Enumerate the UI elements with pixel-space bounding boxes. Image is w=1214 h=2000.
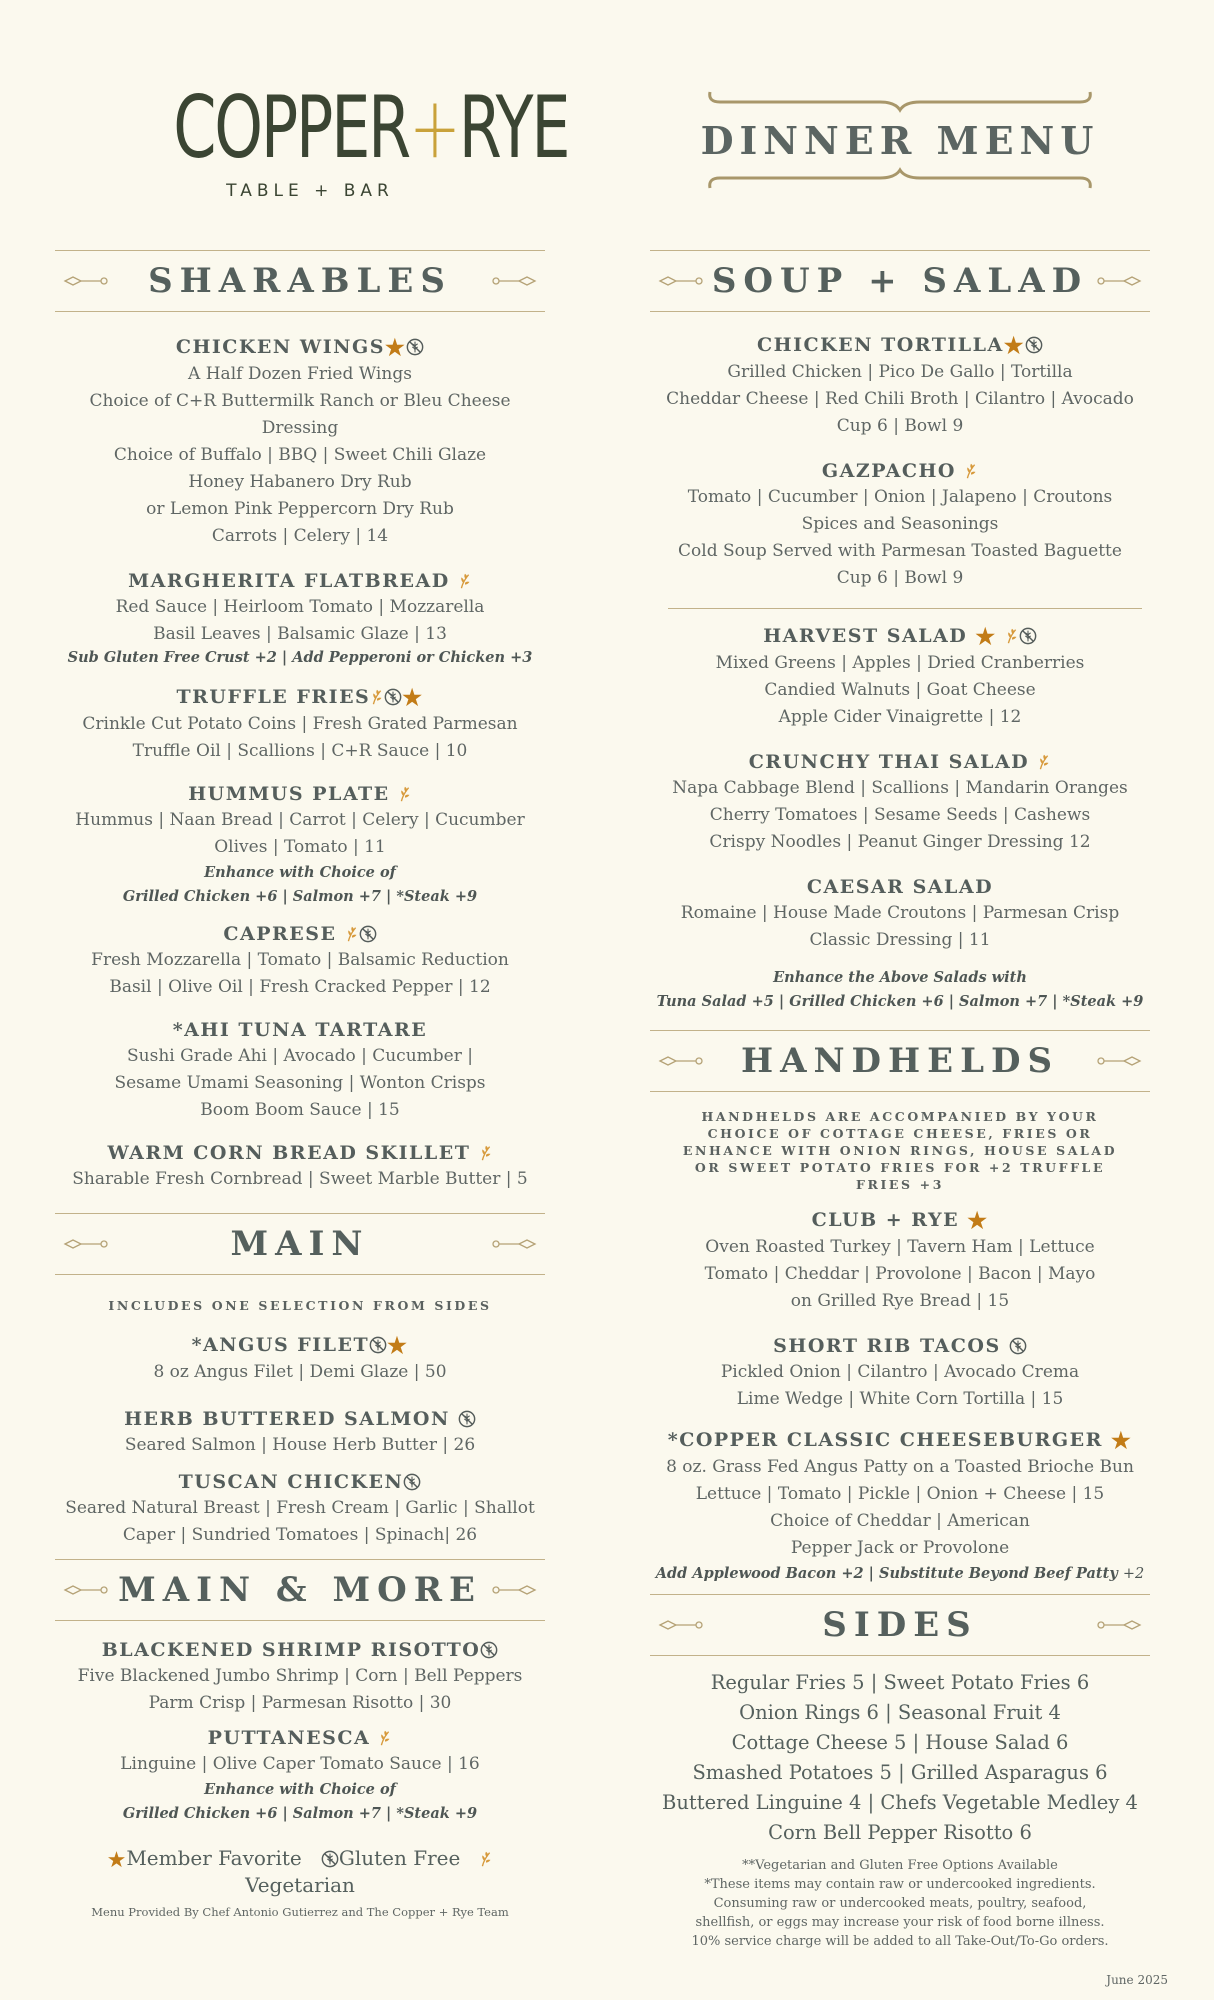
item-description: Basil Leaves | Balsamic Glaze | 13	[153, 624, 447, 644]
fine-print	[650, 1856, 1150, 1951]
gluten-free-icon	[406, 338, 424, 356]
item-note: Tuna Salad +5 | Grilled Chicken +6 | Salmon +7 | *Steak +9	[656, 993, 1144, 1010]
item-description: Candied Walnuts | Goat Cheese	[764, 680, 1036, 700]
menu-date: June 2025	[1106, 1973, 1168, 1987]
gluten-free-icon	[1009, 1337, 1027, 1355]
menu-item	[55, 1637, 545, 1717]
item-description: Parm Crisp | Parmesan Risotto | 30	[148, 1693, 452, 1713]
vegetarian-icon	[1037, 753, 1051, 771]
section-header-handhelds	[650, 1030, 1150, 1092]
section-header-soup-salad	[650, 250, 1150, 312]
vegetarian-icon	[479, 1850, 493, 1868]
menu-item	[650, 458, 1150, 592]
item-description: Cheddar Cheese | Red Chili Broth | Cilantro | Avocado	[666, 389, 1134, 409]
menu-item	[55, 1140, 545, 1193]
ornament-left-icon	[658, 1618, 704, 1632]
fine-print-line: **Vegetarian and Gluten Free Options Available	[742, 1858, 1058, 1873]
section-subtitle: INCLUDES ONE SELECTION FROM SIDES	[108, 1298, 492, 1313]
legend-member-label: Member Favorite	[126, 1846, 302, 1870]
item-description: Spices and Seasonings	[801, 514, 999, 534]
ornament-right-icon	[491, 274, 537, 288]
item-description: Napa Cabbage Blend | Scallions | Mandarin Oranges	[672, 778, 1128, 798]
ornament-right-icon	[1096, 1618, 1142, 1632]
section-subtitle: HANDHELDS ARE ACCOMPANIED BY YOUR CHOICE OF COTTAGE CHEESE, FRIES OR ENHANCE WITH ONION RINGS, HOUSE SALAD OR SWEET POTATO FRIES FOR +2 TRUFFLE FRIES +3	[682, 1109, 1118, 1192]
item-name: HERB BUTTERED SALMON	[124, 1408, 450, 1430]
section-title: MAIN	[230, 1224, 370, 1264]
item-note: Enhance the Above Salads with	[773, 969, 1027, 986]
item-description: Choice of Cheddar | American	[770, 1511, 1030, 1531]
fine-print-line: *These items may contain raw or undercooked ingredients.	[704, 1877, 1096, 1892]
item-description: Olives | Tomato | 11	[214, 837, 386, 857]
item-description: Sharable Fresh Cornbread | Sweet Marble Butter | 5	[72, 1169, 528, 1189]
item-description: Linguine | Olive Caper Tomato Sauce | 16	[120, 1754, 480, 1774]
section-header-sides	[650, 1594, 1150, 1656]
item-description: Carrots | Celery | 14	[211, 526, 389, 546]
section-header-main-more	[55, 1559, 545, 1621]
item-description: Choice of Buffalo | BBQ | Sweet Chili Glaze	[113, 445, 487, 465]
item-description: 8 oz. Grass Fed Angus Patty on a Toasted Brioche Bun	[666, 1457, 1134, 1477]
vegetarian-icon	[458, 572, 472, 590]
item-name: *COPPER CLASSIC CHEESEBURGER	[667, 1429, 1103, 1451]
section-title: MAIN & MORE	[118, 1570, 482, 1610]
item-description: Cold Soup Served with Parmesan Toasted Baguette	[678, 541, 1122, 561]
item-description: Crispy Noodles | Peanut Ginger Dressing 12	[709, 832, 1091, 852]
gluten-free-icon	[1019, 627, 1037, 645]
legend-veg-label: Vegetarian	[245, 1873, 355, 1897]
menu-item	[650, 623, 1150, 731]
list-item: Regular Fries 5 | Sweet Potato Fries 6	[710, 1671, 1090, 1694]
item-note: Add Applewood Bacon +2 | Substitute Beyond Beef Patty	[655, 1565, 1118, 1582]
item-note: Grilled Chicken +6 | Salmon +7 | *Steak +9	[122, 1805, 478, 1822]
list-item: Onion Rings 6 | Seasonal Fruit 4	[739, 1701, 1061, 1724]
item-description: Oven Roasted Turkey | Tavern Ham | Lettuce	[705, 1237, 1095, 1257]
item-description: Cup 6 | Bowl 9	[836, 416, 964, 436]
vegetarian-icon	[378, 1729, 392, 1747]
menu-item	[55, 334, 545, 550]
menu-item	[650, 332, 1150, 440]
list-item: Cottage Cheese 5 | House Salad 6	[731, 1731, 1069, 1754]
section-title: SIDES	[822, 1605, 978, 1645]
item-description: Crinkle Cut Potato Coins | Fresh Grated Parmesan	[82, 714, 518, 734]
ornament-left-icon	[658, 274, 704, 288]
member-favorite-star-icon: ★	[384, 335, 407, 361]
item-description: Pickled Onion | Cilantro | Avocado Crema	[720, 1362, 1080, 1382]
menu-item	[650, 1427, 1150, 1586]
item-description: on Grilled Rye Bread | 15	[790, 1291, 1010, 1311]
member-favorite-star-icon: ★	[975, 624, 997, 650]
item-description: Seared Natural Breast | Fresh Cream | Garlic | Shallot	[65, 1498, 535, 1518]
menu-title: DINNER MENU	[700, 118, 1100, 163]
item-name: WARM CORN BREAD SKILLET	[107, 1142, 471, 1164]
item-description: Lettuce | Tomato | Pickle | Onion + Cheese | 15	[695, 1484, 1105, 1504]
right-column	[650, 250, 1150, 1951]
item-description: 8 oz Angus Filet | Demi Glaze | 50	[153, 1362, 447, 1382]
menu-item	[55, 1725, 545, 1826]
vegetarian-icon	[345, 925, 359, 943]
item-description: Mixed Greens | Apples | Dried Cranberries	[715, 653, 1085, 673]
item-description: Apple Cider Vinaigrette | 12	[778, 707, 1022, 727]
item-description: Basil | Olive Oil | Fresh Cracked Pepper | 12	[109, 977, 491, 997]
item-name: GAZPACHO	[821, 460, 956, 482]
gluten-free-icon	[321, 1850, 339, 1868]
item-description: Sesame Umami Seasoning | Wonton Crisps	[114, 1073, 486, 1093]
item-description: Honey Habanero Dry Rub	[188, 472, 412, 492]
gluten-free-icon	[369, 1336, 387, 1354]
member-favorite-star-icon: ★	[402, 685, 424, 711]
item-name: HARVEST SALAD	[763, 625, 968, 647]
ornament-left-icon	[63, 274, 109, 288]
gluten-free-icon	[480, 1641, 498, 1659]
item-description: Pepper Jack or Provolone	[790, 1538, 1010, 1558]
fine-print-line: Consuming raw or undercooked meats, poultry, seafood,	[713, 1896, 1087, 1911]
restaurant-logo	[120, 78, 569, 201]
item-description: Romaine | House Made Croutons | Parmesan Crisp	[680, 903, 1120, 923]
menu-item	[650, 1207, 1150, 1315]
ornament-right-icon	[491, 1237, 537, 1251]
item-description: or Lemon Pink Peppercorn Dry Rub	[146, 499, 454, 519]
member-favorite-star-icon: ★	[106, 1848, 127, 1873]
section-title: SOUP + SALAD	[711, 261, 1089, 301]
section-title: SHARABLES	[148, 261, 452, 301]
menu-item	[55, 684, 545, 765]
sides-list	[650, 1668, 1150, 1848]
member-favorite-star-icon: ★	[967, 1208, 989, 1234]
section-header-sharables	[55, 250, 545, 312]
item-name: PUTTANESCA	[207, 1727, 371, 1749]
item-name: TUSCAN CHICKEN	[178, 1471, 404, 1493]
ornament-left-icon	[63, 1583, 109, 1597]
gluten-free-icon	[403, 1473, 421, 1491]
item-description: Red Sauce | Heirloom Tomato | Mozzarella	[115, 597, 485, 617]
logo-wordmark: COPPER+RYE	[173, 78, 569, 178]
list-item: Smashed Potatoes 5 | Grilled Asparagus 6	[692, 1761, 1108, 1784]
item-note: Enhance with Choice of	[204, 1781, 396, 1798]
item-description: Fresh Mozzarella | Tomato | Balsamic Reduction	[91, 950, 509, 970]
item-note: Sub Gluten Free Crust +2 | Add Pepperoni or Chicken +3	[67, 649, 533, 666]
item-description: A Half Dozen Fried Wings	[188, 364, 412, 384]
item-name: *ANGUS FILET	[191, 1334, 370, 1356]
logo-subtitle: TABLE + BAR	[226, 181, 394, 201]
item-name: SHORT RIB TACOS	[773, 1335, 1001, 1357]
menu-item	[55, 1017, 545, 1124]
menu-item	[55, 1332, 545, 1386]
ornament-right-icon	[1096, 1054, 1142, 1068]
vegetarian-icon	[370, 688, 384, 706]
item-description: Classic Dressing | 11	[809, 930, 991, 950]
item-note: Enhance with Choice of	[204, 864, 396, 881]
item-description: Hummus | Naan Bread | Carrot | Celery | Cucumber	[75, 810, 525, 830]
gluten-free-icon	[359, 925, 377, 943]
left-column	[55, 250, 545, 1919]
ornament-left-icon	[658, 1054, 704, 1068]
list-item: Buttered Linguine 4 | Chefs Vegetable Medley 4	[662, 1791, 1138, 1814]
menu-item	[55, 1469, 545, 1549]
item-description: Tomato | Cucumber | Onion | Jalapeno | Croutons	[687, 487, 1113, 507]
item-name: HUMMUS PLATE	[188, 783, 390, 805]
item-name: CHICKEN TORTILLA	[757, 334, 1004, 356]
member-favorite-star-icon: ★	[1111, 1428, 1133, 1454]
item-name: CAPRESE	[223, 923, 337, 945]
ornament-right-icon	[1096, 274, 1142, 288]
legend	[55, 1846, 545, 1897]
item-name: TRUFFLE FRIES	[176, 686, 371, 708]
item-description: Sushi Grade Ahi | Avocado | Cucumber |	[127, 1046, 473, 1066]
vegetarian-icon	[479, 1144, 493, 1162]
item-name: CLUB + RYE	[811, 1209, 960, 1231]
menu-credit: Menu Provided By Chef Antonio Gutierrez and The Copper + Rye Team	[91, 1905, 509, 1919]
vegetarian-icon	[964, 462, 978, 480]
vegetarian-icon	[398, 785, 412, 803]
item-description: Lime Wedge | White Corn Tortilla | 15	[736, 1389, 1064, 1409]
ornament-right-icon	[491, 1583, 537, 1597]
legend-gluten-label: Gluten Free	[338, 1846, 461, 1870]
ornament-left-icon	[63, 1237, 109, 1251]
menu-item	[55, 781, 545, 909]
section-header-main	[55, 1213, 545, 1275]
item-description: Cherry Tomatoes | Sesame Seeds | Cashews	[709, 805, 1091, 825]
item-name: *AHI TUNA TARTARE	[172, 1019, 428, 1041]
gluten-free-icon	[1025, 336, 1043, 354]
gluten-free-icon	[458, 1410, 476, 1428]
item-description: Caper | Sundried Tomatoes | Spinach| 26	[122, 1525, 478, 1545]
item-name: BLACKENED SHRIMP RISOTTO	[101, 1639, 481, 1661]
item-description: Boom Boom Sauce | 15	[200, 1100, 400, 1120]
fine-print-line: shellfish, or eggs may increase your risk of food borne illness.	[695, 1915, 1105, 1930]
vegetarian-icon	[1005, 627, 1019, 645]
dinner-menu-banner	[700, 80, 1100, 200]
section-title: HANDHELDS	[740, 1041, 1060, 1081]
item-description: Cup 6 | Bowl 9	[836, 568, 964, 588]
menu-item	[55, 568, 545, 668]
menu-item	[55, 921, 545, 1001]
item-name: CHICKEN WINGS	[175, 336, 385, 358]
member-favorite-star-icon: ★	[1003, 333, 1025, 359]
item-description: Choice of C+R Buttermilk Ranch or Bleu Cheese Dressing	[89, 391, 511, 438]
section-divider	[668, 608, 1142, 609]
gluten-free-icon	[384, 688, 402, 706]
member-favorite-star-icon: ★	[387, 1333, 409, 1359]
item-name: CRUNCHY THAI SALAD	[748, 751, 1030, 773]
list-item: Corn Bell Pepper Risotto 6	[768, 1821, 1032, 1844]
menu-item	[650, 1333, 1150, 1413]
item-note: Grilled Chicken +6 | Salmon +7 | *Steak +9	[122, 888, 478, 905]
item-description: Truffle Oil | Scallions | C+R Sauce | 10	[132, 741, 468, 761]
item-name: CAESAR SALAD	[806, 876, 994, 898]
menu-item	[650, 749, 1150, 856]
fine-print-line: 10% service charge will be added to all Take-Out/To-Go orders.	[691, 1934, 1109, 1949]
item-description: Five Blackened Jumbo Shrimp | Corn | Bell Peppers	[77, 1666, 523, 1686]
item-name: MARGHERITA FLATBREAD	[128, 570, 450, 592]
item-note-price: +2	[1122, 1566, 1145, 1582]
item-description: Grilled Chicken | Pico De Gallo | Tortilla	[727, 362, 1073, 382]
item-description: Seared Salmon | House Herb Butter | 26	[124, 1435, 476, 1455]
menu-item	[650, 874, 1150, 954]
item-description: Tomato | Cheddar | Provolone | Bacon | Mayo	[704, 1264, 1096, 1284]
menu-item	[55, 1406, 545, 1459]
salad-enhancements	[650, 966, 1150, 1014]
